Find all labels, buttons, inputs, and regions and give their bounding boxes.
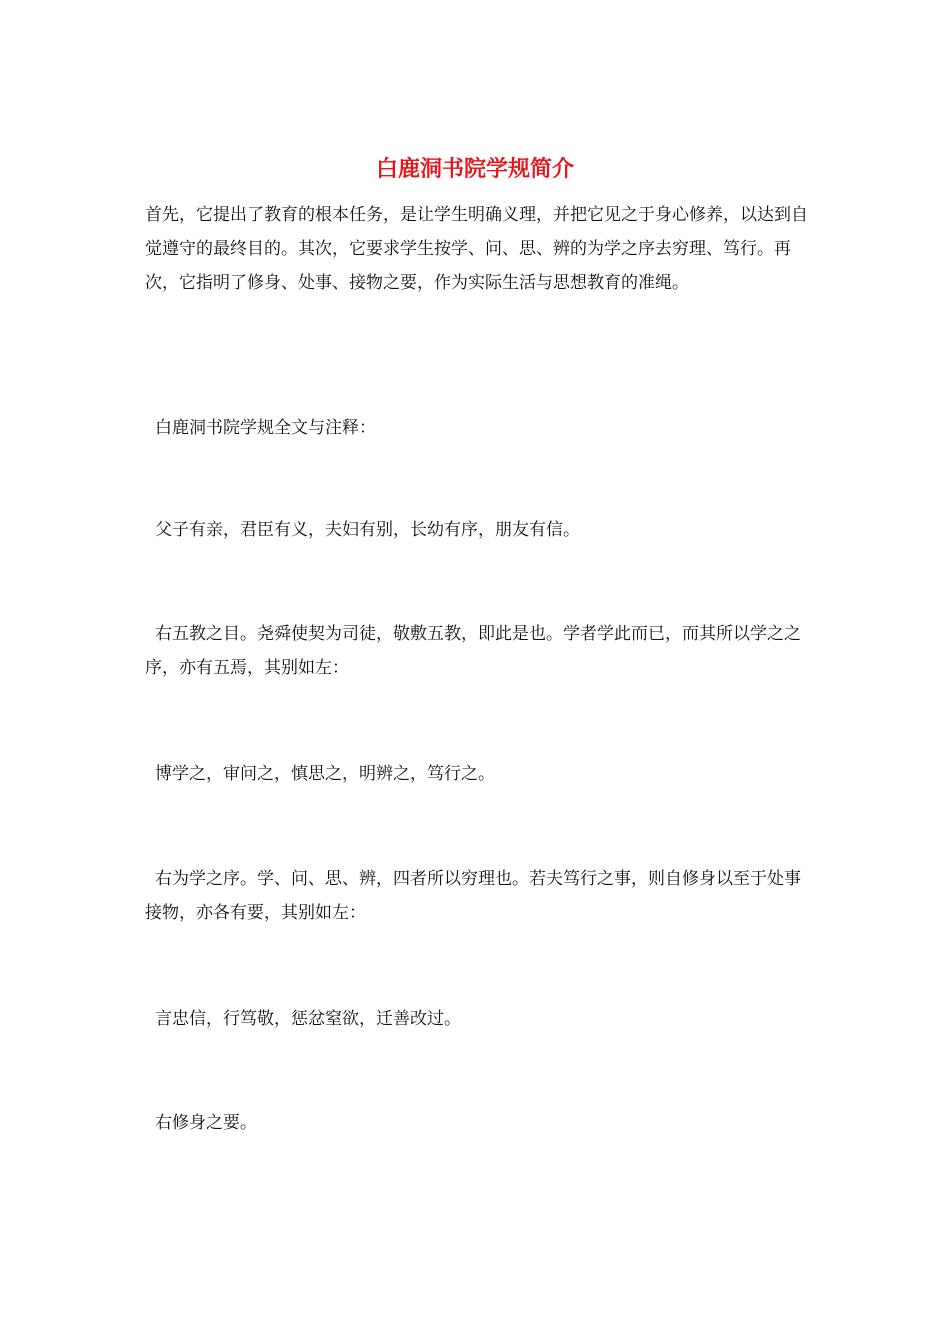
self-cultivation-note-paragraph: 右修身之要。 [155, 1113, 257, 1133]
five-teachings-paragraph: 父子有亲，君臣有义，夫妇有别，长幼有序，朋友有信。 [155, 520, 580, 540]
section-heading: 白鹿洞书院学规全文与注释： [155, 418, 376, 438]
learning-order-note-paragraph: 右为学之序。学、问、思、辨，四者所以穷理也。若夫笃行之事，则自修身以至于处事接物，亦各有要，其别如左： [145, 869, 801, 923]
document-title: 白鹿洞书院学规简介 [375, 156, 574, 182]
self-cultivation-paragraph: 言忠信，行笃敬，惩忿窒欲，迁善改过。 [155, 1009, 461, 1029]
learning-order-paragraph: 博学之，审问之，慎思之，明辨之，笃行之。 [155, 764, 495, 784]
intro-paragraph: 首先，它提出了教育的根本任务，是让学生明确义理，并把它见之于身心修养，以达到自觉遵守的最终目的。其次，它要求学生按学、问、思、辨的为学之序去穷理、笃行。再次，它指明了修身、处事、接物之要，作为实际生活与思想教育的准绳。 [145, 205, 808, 293]
five-teachings-note-paragraph: 右五教之目。尧舜使契为司徒，敬敷五教，即此是也。学者学此而已，而其所以学之之序，亦有五焉，其别如左： [145, 624, 801, 678]
